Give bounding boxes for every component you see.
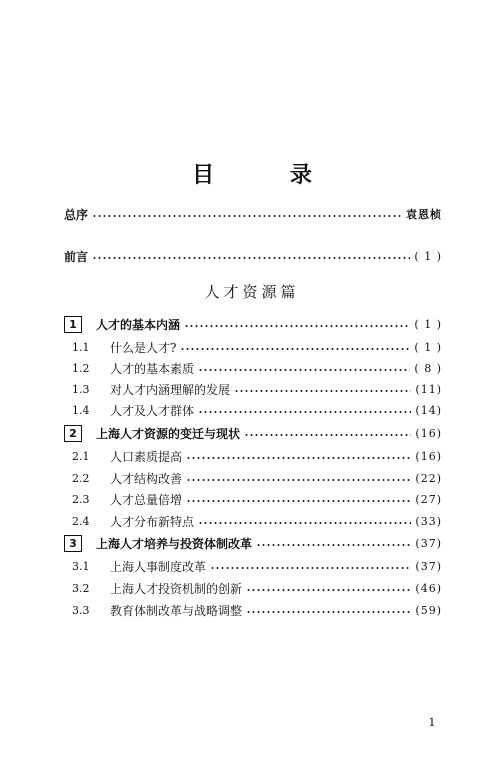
dot-leader — [92, 257, 410, 259]
dot-leader — [234, 390, 411, 392]
dot-leader — [184, 325, 410, 327]
toc-entry-page: ( 1 ) — [414, 340, 442, 354]
toc-entry-number: 2.3 — [72, 492, 90, 506]
toc-entry-label: 什么是人才? — [110, 340, 177, 355]
chapter-number-box: 3 — [64, 535, 82, 552]
dot-leader — [186, 457, 411, 459]
toc-entry-3-1[interactable] — [72, 556, 442, 576]
toc-entry-label: 总序 — [64, 207, 89, 222]
toc-chapter-1[interactable] — [64, 314, 442, 334]
toc-entry-number: 3.2 — [72, 581, 90, 595]
toc-entry-page: ( 1 ) — [414, 249, 442, 263]
toc-entry-page: (37) — [415, 536, 442, 550]
toc-entry-page: (11) — [415, 382, 442, 396]
toc-entry-number: 2.1 — [72, 449, 90, 463]
toc-entry-foreword[interactable] — [64, 246, 442, 266]
toc-entry-2-2[interactable] — [72, 468, 442, 488]
toc-entry-number: 1.1 — [72, 340, 90, 354]
toc-entry-number: 1.4 — [72, 403, 90, 417]
toc-entry-number: 2.4 — [72, 514, 90, 528]
toc-entry-number: 3.1 — [72, 559, 90, 573]
chapter-number-box: 2 — [64, 425, 82, 442]
toc-entry-label: 人才分布新特点 — [110, 514, 195, 529]
toc-entry-1-3[interactable] — [72, 379, 442, 399]
toc-entry-1-2[interactable] — [72, 358, 442, 378]
toc-entry-page: (37) — [415, 559, 442, 573]
chapter-number-box: 1 — [64, 316, 82, 333]
toc-entry-label: 上海人事制度改革 — [110, 559, 207, 574]
toc-title: 目 录 — [192, 163, 346, 188]
toc-entry-author: 袁恩桢 — [406, 208, 442, 221]
toc-chapter-title: 人才的基本内涵 — [96, 317, 181, 332]
section-heading: 人才资源篇 — [204, 283, 300, 301]
toc-entry-preface[interactable] — [64, 204, 442, 224]
toc-chapter-2[interactable] — [64, 423, 442, 443]
toc-entry-label: 对人才内涵理解的发展 — [110, 382, 231, 397]
dot-leader — [180, 348, 410, 350]
toc-entry-page: (16) — [415, 426, 442, 440]
toc-entry-label: 上海人才投资机制的创新 — [110, 581, 243, 596]
toc-entry-number: 1.3 — [72, 382, 90, 396]
toc-entry-page: (22) — [415, 471, 442, 485]
toc-entry-number: 1.2 — [72, 361, 90, 375]
toc-entry-1-1[interactable] — [72, 337, 442, 357]
dot-leader — [210, 567, 411, 569]
dot-leader — [92, 215, 402, 217]
toc-entry-page: (59) — [415, 603, 442, 617]
toc-entry-label: 人才总量倍增 — [110, 492, 183, 507]
toc-entry-page: ( 8 ) — [414, 361, 442, 375]
toc-entry-page: (33) — [415, 514, 442, 528]
toc-entry-label: 前言 — [64, 249, 89, 264]
toc-entry-page: ( 1 ) — [414, 317, 442, 331]
toc-entry-page: (14) — [415, 403, 442, 417]
toc-entry-label: 人才及人才群体 — [110, 403, 195, 418]
toc-entry-2-3[interactable] — [72, 489, 442, 509]
toc-entry-number: 3.3 — [72, 603, 90, 617]
page-number: 1 — [428, 716, 436, 729]
toc-entry-3-3[interactable] — [72, 600, 442, 620]
dot-leader — [244, 434, 411, 436]
toc-entry-3-2[interactable] — [72, 578, 442, 598]
toc-entry-number: 2.2 — [72, 471, 90, 485]
toc-entry-1-4[interactable] — [72, 400, 442, 420]
toc-chapter-title: 上海人才资源的变迁与现状 — [96, 426, 241, 441]
toc-entry-page: (27) — [415, 492, 442, 506]
toc-chapter-title: 上海人才培养与投资体制改革 — [96, 536, 253, 551]
toc-entry-label: 教育体制改革与战略调整 — [110, 603, 243, 618]
dot-leader — [186, 500, 411, 502]
dot-leader — [198, 522, 411, 524]
dot-leader — [186, 479, 411, 481]
toc-entry-label: 人才的基本素质 — [110, 361, 195, 376]
dot-leader — [246, 611, 411, 613]
toc-entry-2-4[interactable] — [72, 511, 442, 531]
toc-chapter-3[interactable] — [64, 533, 442, 553]
dot-leader — [198, 369, 410, 371]
toc-entry-2-1[interactable] — [72, 446, 442, 466]
toc-entry-label: 人口素质提高 — [110, 449, 183, 464]
dot-leader — [198, 411, 411, 413]
dot-leader — [246, 589, 411, 591]
dot-leader — [256, 544, 411, 546]
toc-entry-page: (16) — [415, 449, 442, 463]
toc-entry-page: (46) — [415, 581, 442, 595]
toc-entry-label: 人才结构改善 — [110, 471, 183, 486]
